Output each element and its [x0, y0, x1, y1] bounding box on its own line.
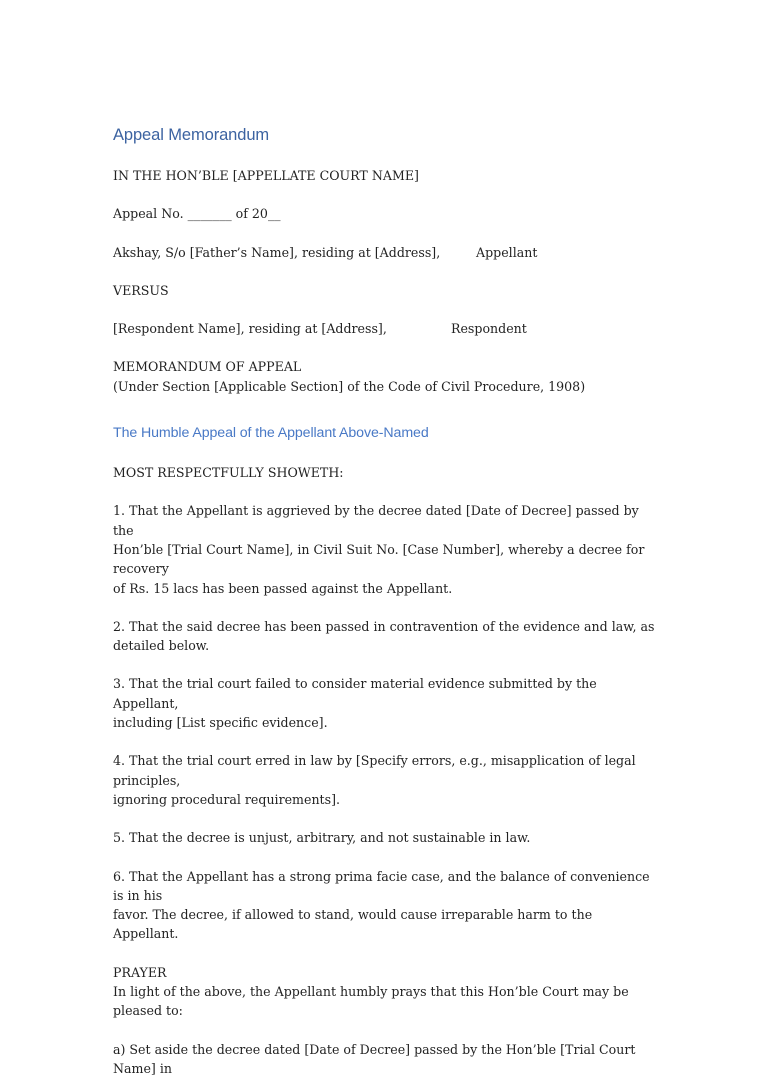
showeth-line: MOST RESPECTFULLY SHOWETH: — [113, 465, 344, 481]
respondent-line — [113, 319, 658, 338]
memorandum-subheading: (Under Section [Applicable Section] of the Code of Civil Procedure, 1908) — [113, 378, 586, 394]
memorandum-block — [113, 357, 658, 396]
ground-item — [113, 828, 658, 847]
ground-item — [113, 674, 658, 732]
court-line: IN THE HON’BLE [APPELLATE COURT NAME] — [113, 168, 419, 183]
respondent-role: Respondent — [451, 321, 527, 337]
respondent-description: [Respondent Name], residing at [Address], — [113, 321, 387, 337]
ground-item — [113, 867, 658, 944]
ground-item — [113, 751, 658, 809]
ground-item — [113, 617, 658, 656]
prayer-intro: In light of the above, the Appellant humbly prays that this Hon’ble Court may be pleased to: — [113, 984, 629, 1019]
ground-2-line-2: detailed below. — [113, 638, 210, 654]
ground-6-line-2: favor. The decree, if allowed to stand, would cause irreparable harm to the Appellant. — [113, 907, 593, 942]
ground-item — [113, 501, 658, 597]
appellant-description: Akshay, S/o [Father’s Name], residing at [Address], — [113, 244, 441, 260]
versus-label: VERSUS — [113, 282, 169, 298]
document-title: Appeal Memorandum — [113, 126, 270, 144]
ground-5-line-1: 5. That the decree is unjust, arbitrary, and not sustainable in law. — [113, 830, 531, 846]
appellant-role: Appellant — [476, 244, 538, 260]
section-heading: The Humble Appeal of the Appellant Above-Named — [113, 425, 429, 442]
grounds-list — [113, 501, 658, 943]
ground-1-line-2: Hon’ble [Trial Court Name], in Civil Suit No. [Case Number], whereby a decree for recovery — [113, 541, 645, 577]
prayer-block — [113, 963, 658, 1021]
ground-2-line-1: 2. That the said decree has been passed in contravention of the evidence and law, as — [113, 618, 655, 634]
appeal-number: Appeal No. _______ of 20__ — [113, 206, 281, 222]
ground-1-line-3: of Rs. 15 lacs has been passed against the Appellant. — [113, 580, 453, 596]
ground-1-line-1: 1. That the Appellant is aggrieved by the decree dated [Date of Decree] passed by the — [113, 503, 639, 538]
ground-4-line-1: 4. That the trial court erred in law by [Specify errors, e.g., misapplication of legal principles, — [113, 753, 636, 788]
prayer-item-a: a) Set aside the decree dated [Date of Decree] passed by the Hon’ble [Trial Court Name] in — [113, 1041, 636, 1076]
memorandum-heading: MEMORANDUM OF APPEAL — [113, 359, 302, 375]
ground-4-line-2: ignoring procedural requirements]. — [113, 791, 341, 807]
appellant-line — [113, 243, 658, 262]
ground-3-line-1: 3. That the trial court failed to consider material evidence submitted by the Appellant, — [113, 676, 597, 711]
document-body — [113, 124, 658, 1078]
ground-3-line-2: including [List specific evidence]. — [113, 715, 328, 731]
ground-6-line-1: 6. That the Appellant has a strong prima facie case, and the balance of convenience is in his — [113, 868, 650, 903]
prayer-heading: PRAYER — [113, 964, 167, 980]
